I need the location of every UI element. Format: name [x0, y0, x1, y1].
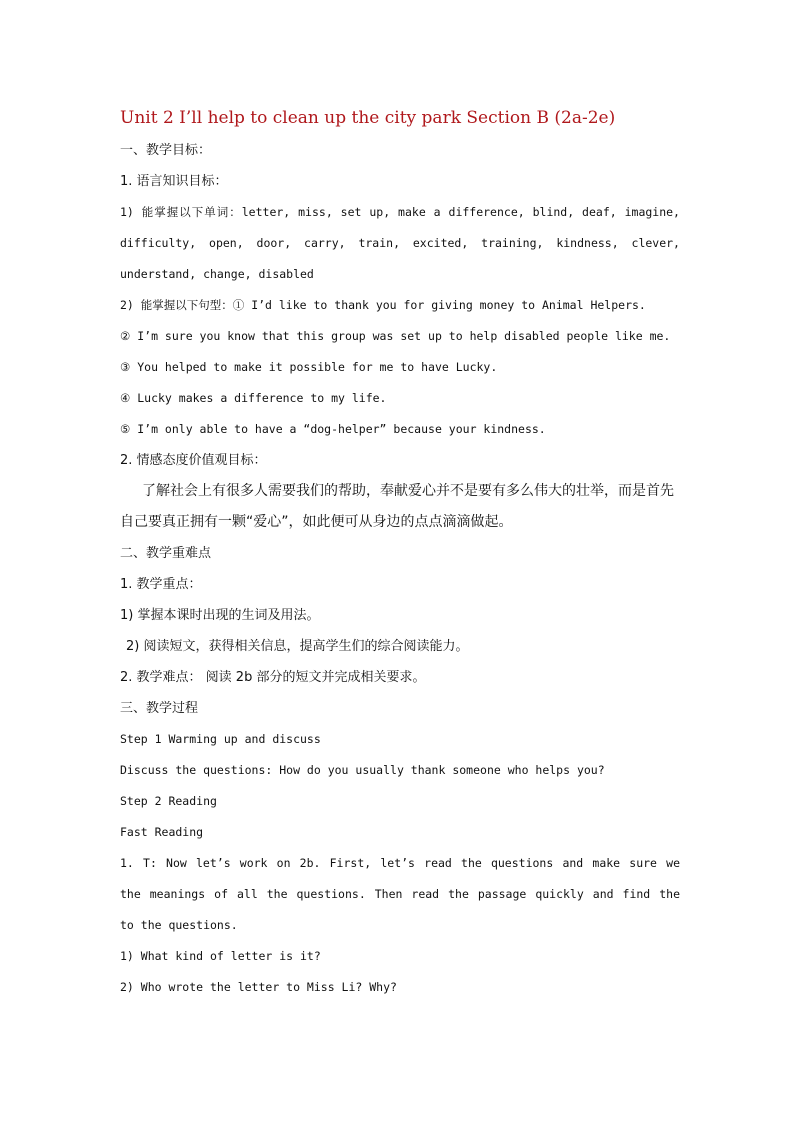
fast-reading-heading: Fast Reading: [120, 825, 204, 839]
emotional-goal-paragraph-line-2: 自己要真正拥有一颗“爱心”，如此便可从身边的点点滴滴做起。: [120, 514, 513, 530]
key-point-2: 2) 阅读短文，获得相关信息，提高学生们的综合阅读能力。: [126, 639, 469, 654]
document-page: [120, 104, 680, 1003]
step-1-discussion: Discuss the questions: How do you usually thank someone who helps you?: [120, 763, 605, 777]
question-2: 2) Who wrote the letter to Miss Li? Why?: [120, 980, 397, 994]
sentence-pattern-4: ④ Lucky makes a difference to my life.: [120, 391, 387, 405]
key-point-1: 1) 掌握本课时出现的生词及用法。: [120, 608, 320, 623]
sentence-pattern-2: ② I’m sure you know that this group was set up to help disabled people like me.: [120, 329, 671, 343]
sentence-pattern-3: ③ You helped to make it possible for me to have Lucky.: [120, 360, 498, 374]
instruction-line-1: 1. T: Now let’s work on 2b. First, let’s read the questions and make sure we: [120, 856, 680, 870]
subheading-emotional-goals: 2. 情感态度价值观目标：: [120, 453, 267, 468]
vocab-line-3: understand, change, disabled: [120, 267, 314, 281]
instruction-line-3: to the questions.: [120, 918, 238, 932]
question-1: 1) What kind of letter is it?: [120, 949, 321, 963]
subheading-key-points: 1. 教学重点：: [120, 577, 202, 592]
sentence-pattern-5: ⑤ I’m only able to have a “dog-helper” because your kindness.: [120, 422, 546, 436]
section-heading-process: 三、教学过程: [120, 701, 199, 716]
section-heading-key-points: 二、教学重难点: [120, 546, 212, 561]
step-1-heading: Step 1 Warming up and discuss: [120, 732, 321, 746]
vocab-line-1: 1) 能掌握以下单词：letter, miss, set up, make a difference, blind, deaf, imagine,: [120, 205, 680, 219]
emotional-goal-paragraph-line-1: 了解社会上有很多人需要我们的帮助，奉献爱心并不是要有多么伟大的壮举，而是首先: [142, 483, 674, 499]
document-title: Unit 2 I’ll help to clean up the city park Section B (2a-2e): [120, 108, 616, 128]
difficult-point: 2. 教学难点： 阅读 2b 部分的短文并完成相关要求。: [120, 670, 426, 685]
sentence-patterns-line: 2) 能掌握以下句型：① I’d like to thank you for giving money to Animal Helpers.: [120, 298, 646, 312]
section-heading-objectives: 一、教学目标：: [120, 143, 212, 158]
vocab-line-2: difficulty, open, door, carry, train, excited, training, kindness, clever,: [120, 236, 680, 250]
subheading-language-knowledge: 1. 语言知识目标：: [120, 174, 228, 189]
instruction-line-2: the meanings of all the questions. Then read the passage quickly and find the: [120, 887, 680, 901]
step-2-heading: Step 2 Reading: [120, 794, 217, 808]
